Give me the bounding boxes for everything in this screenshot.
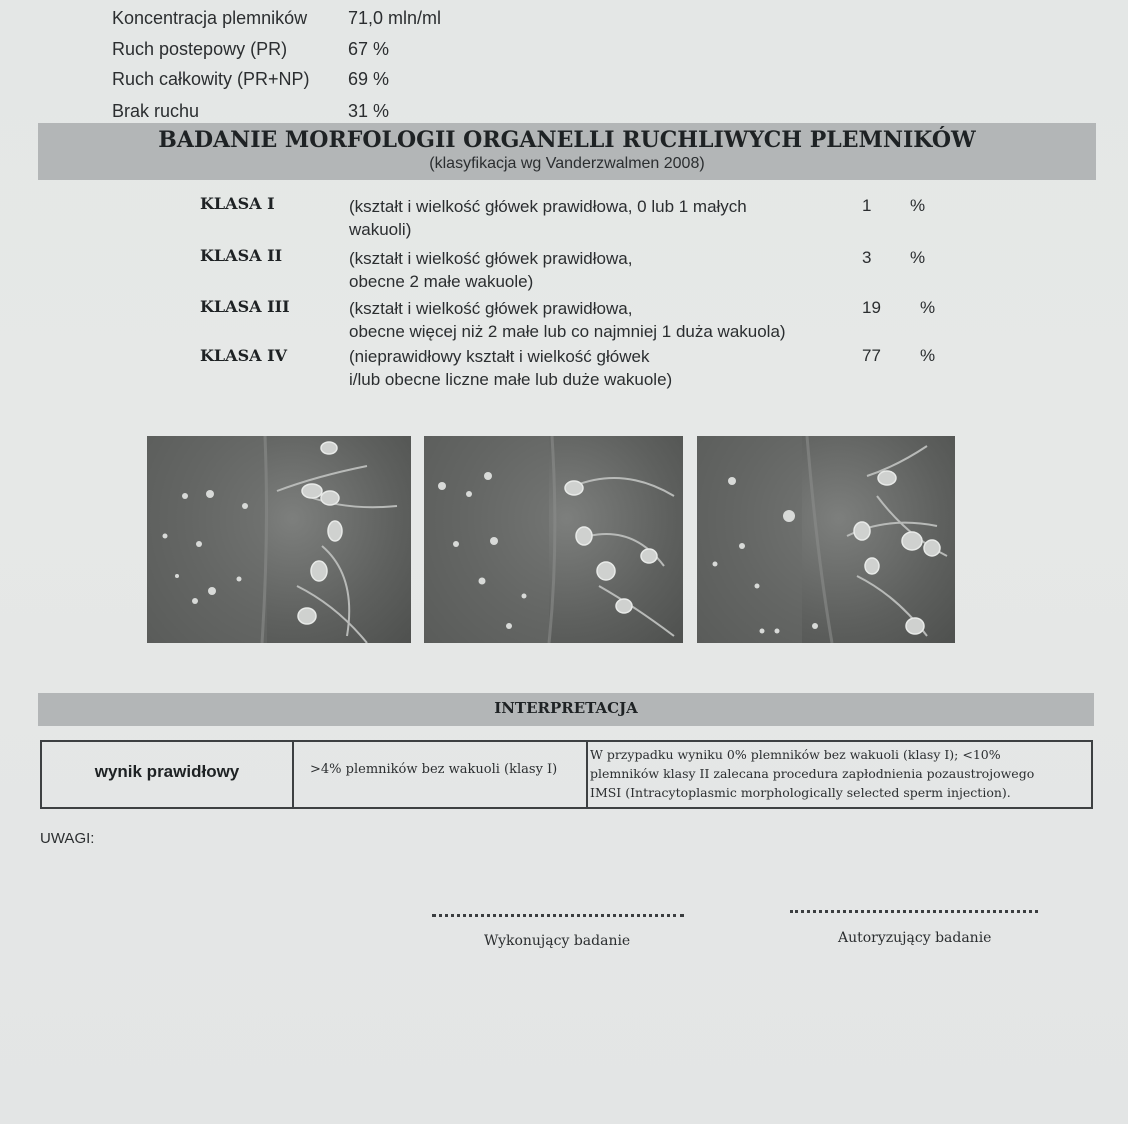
section-subtitle: (klasyfikacja wg Vanderzwalmen 2008)	[429, 155, 705, 172]
performer-signature-label: Wykonujący badanie	[484, 933, 631, 949]
microscopy-image-2	[424, 436, 683, 643]
class-unit: %	[910, 196, 926, 215]
class-description-line: obecne 2 małe wakuole)	[349, 272, 534, 291]
interpretation-note-line: plemników klasy II zalecana procedura zapłodnienia pozaustrojowego	[590, 766, 1035, 781]
class-description-line: (nieprawidłowy kształt i wielkość główek	[349, 347, 650, 366]
interpretation-note-line: IMSI (Intracytoplasmic morphologically selected sperm injection).	[590, 785, 1011, 800]
interpretation-table	[40, 740, 1093, 809]
class-description	[349, 297, 849, 343]
class-description	[349, 195, 849, 241]
class-description-line: i/lub obecne liczne małe lub duże wakuole)	[349, 370, 673, 389]
interpretation-note-cell	[586, 742, 1091, 807]
interpretation-note-line: W przypadku wyniku 0% plemników bez wakuoli (klasy I); <10%	[590, 747, 1001, 762]
param-label: Brak ruchu	[112, 101, 200, 121]
param-value: 31 %	[348, 101, 390, 121]
class-value: 1	[862, 196, 872, 215]
authorizer-signature-line	[790, 910, 1038, 913]
param-label: Koncentracja plemników	[112, 8, 308, 28]
interpretation-criterion-cell	[292, 742, 586, 807]
interpretation-result: wynik prawidłowy	[94, 762, 240, 781]
class-description-line: (kształt i wielkość główek prawidłowa,	[349, 299, 633, 318]
class-description-line: wakuoli)	[349, 220, 412, 239]
class-unit: %	[920, 298, 936, 317]
interpretation-note	[590, 745, 1034, 802]
class-value: 77	[862, 346, 881, 365]
class-name: KLASA IV	[200, 346, 288, 365]
interpretation-criterion: >4% plemników bez wakuoli (klasy I)	[310, 762, 558, 777]
class-description-line: obecne więcej niż 2 małe lub co najmniej 1 duża wakuola)	[349, 322, 786, 341]
param-value: 69 %	[348, 69, 390, 89]
param-value: 67 %	[348, 39, 390, 59]
class-description-line: (kształt i wielkość główek prawidłowa, 0 lub 1 małych	[349, 197, 747, 216]
class-unit: %	[910, 248, 926, 267]
class-description	[349, 247, 849, 293]
microscopy-image-3	[697, 436, 955, 643]
class-unit: %	[920, 346, 936, 365]
param-value: 71,0 mln/ml	[348, 8, 442, 28]
class-value: 19	[862, 298, 881, 317]
interpretation-result-cell	[42, 742, 292, 807]
class-name: KLASA I	[200, 194, 275, 213]
performer-signature-line	[432, 914, 684, 917]
param-label: Ruch postepowy (PR)	[112, 39, 288, 59]
section-banner	[38, 123, 1096, 180]
interpretation-title: INTERPRETACJA	[494, 699, 638, 717]
class-description	[349, 345, 849, 391]
class-value: 3	[862, 248, 872, 267]
class-description-line: (kształt i wielkość główek prawidłowa,	[349, 249, 633, 268]
section-title: BADANIE MORFOLOGII ORGANELLI RUCHLIWYCH PLEMNIKÓW	[158, 127, 976, 153]
authorizer-signature-label: Autoryzujący badanie	[838, 930, 992, 946]
param-label: Ruch całkowity (PR+NP)	[112, 69, 310, 89]
interpretation-header	[38, 693, 1094, 726]
microscopy-image-1	[147, 436, 411, 643]
class-name: KLASA III	[200, 297, 290, 316]
remarks-label: UWAGI:	[40, 830, 95, 847]
class-name: KLASA II	[200, 246, 283, 265]
